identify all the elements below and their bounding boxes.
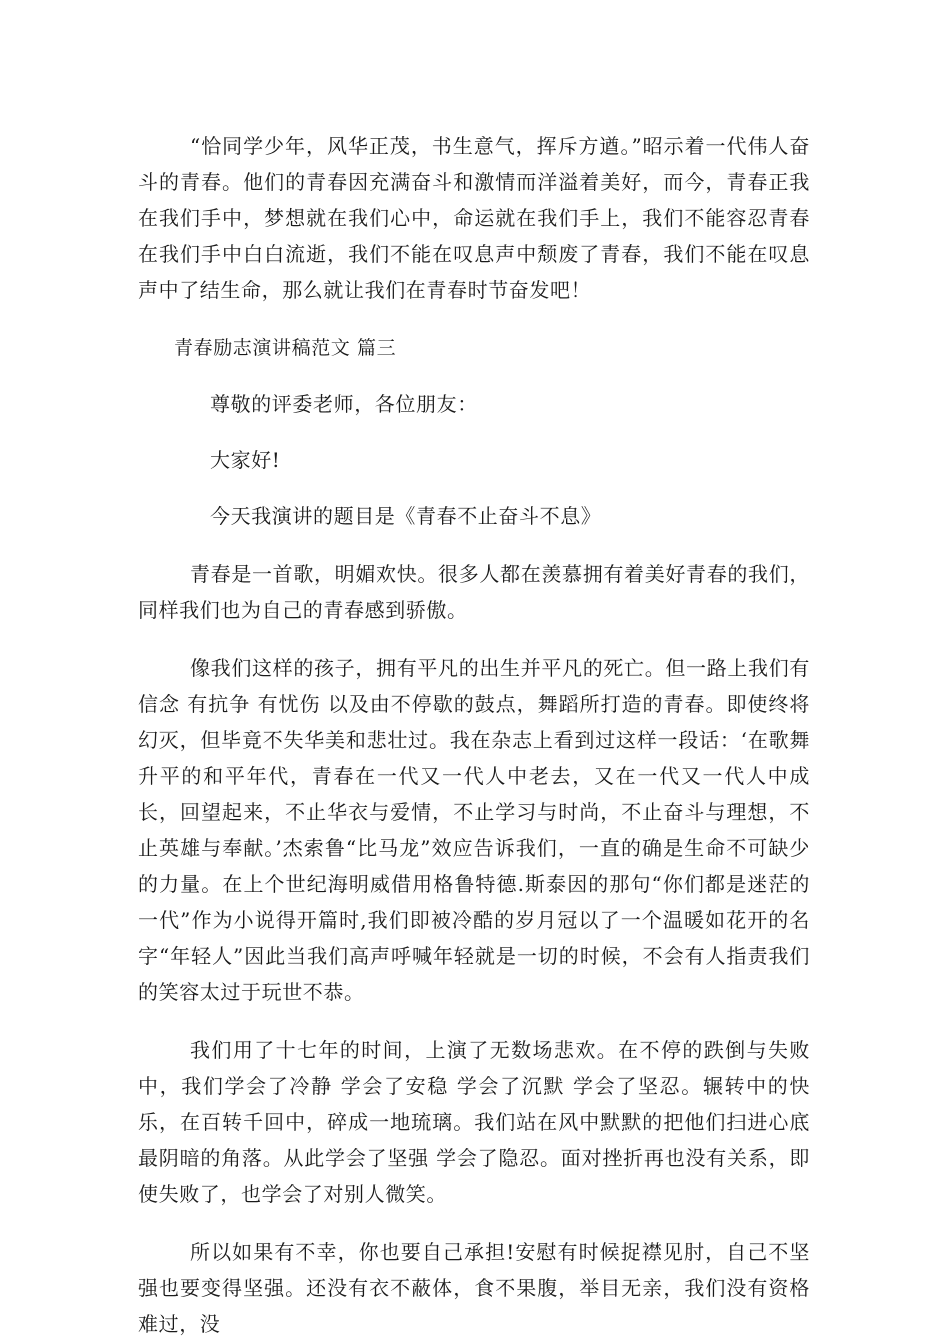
document-page [138, 128, 810, 1342]
paragraph-seventeen-years: 我们用了十七年的时间，上演了无数场悲欢。在不停的跌倒与失败中，我们学会了冷静 学会了安稳 学会了沉默 学会了坚忍。辗转中的快乐，在百转千回中，碎成一地琉璃。我们站在风中默默的把他们扫进心底最阴暗的角落。从此学会了坚强 学会了隐忍。面对挫折再也没有关系，即使失败了，也学会了对别人微笑。 [138, 1038, 810, 1206]
paragraph-youth-song: 青春是一首歌，明媚欢快。很多人都在羡慕拥有着美好青春的我们，同样我们也为自己的青春感到骄傲。 [138, 562, 810, 622]
paragraph-misfortune: 所以如果有不幸，你也要自己承担!安慰有时候捉襟见肘，自己不坚强也要变得坚强。还没有衣不蔽体，食不果腹，举目无亲，我们没有资格难过，没 [138, 1240, 810, 1336]
paragraph-ordinary-children: 像我们这样的孩子，拥有平凡的出生并平凡的死亡。但一路上我们有信念 有抗争 有忧伤 以及由不停歇的鼓点，舞蹈所打造的青春。即使终将幻灭，但毕竟不失华美和悲壮过。我在杂志上看到过这样一段话：‘在歌舞 升平的和平年代，青春在一代又一代人中老去，又在一代又一代人中成长，回望起来，不止华衣与爱情，不止学习与时尚，不止奋斗与理想，不止英雄与奉献。’杰索鲁“比马龙”效应告诉我们，一直的确是生命不可缺少的力量。在上个世纪海明威借用格鲁特德.斯泰因的那句“你们都是迷茫的一代”作为小说得开篇时,我们即被冷酷的岁月冠以了一个温暖如花开的名字“年轻人”因此当我们高声呼喊年轻就是一切的时候，不会有人指责我们的笑容太过于玩世不恭。 [138, 656, 810, 1004]
section-heading: 青春励志演讲稿范文 篇三 [174, 337, 397, 359]
greeting-line: 大家好! [210, 448, 281, 472]
topic-line: 今天我演讲的题目是《青春不止奋斗不息》 [210, 504, 602, 528]
salutation-line: 尊敬的评委老师，各位朋友： [210, 392, 478, 416]
paragraph-intro-quote: “恰同学少年，风华正茂，书生意气，挥斥方遒。”昭示着一代伟人奋斗的青春。他们的青春因充满奋斗和激情而洋溢着美好，而今，青春正我在我们手中，梦想就在我们心中，命运就在我们手上，我们不能容忍青春在我们手中白白流逝，我们不能在叹息声中颓废了青春，我们不能在叹息声中了结生命，那么就让我们在青春时节奋发吧！ [138, 134, 810, 302]
